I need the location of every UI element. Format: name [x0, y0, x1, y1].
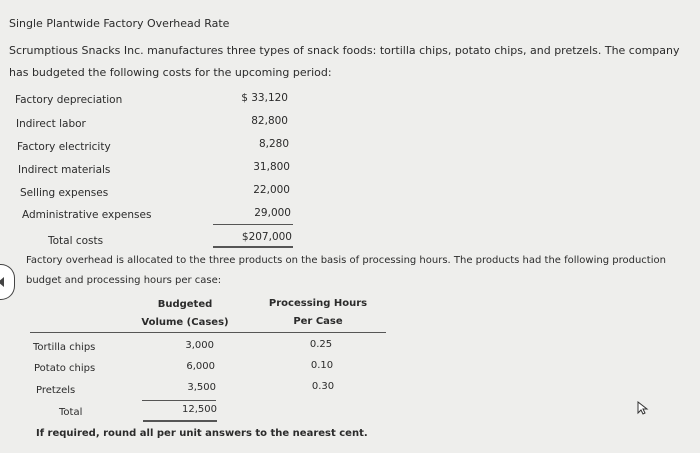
cost-value-selling-expenses: 22,000 [253, 184, 290, 196]
page-title: Single Plantwide Factory Overhead Rate [9, 17, 230, 30]
cost-value-factory-electricity: 8,280 [258, 138, 289, 150]
volume-tortilla-chips: 3,000 [185, 340, 214, 351]
total-double-rule [213, 246, 293, 248]
volume-subtotal-rule [142, 400, 216, 401]
total-volume-label: Total [59, 407, 83, 418]
hours-header-line1: Processing Hours [268, 298, 368, 309]
cost-label-indirect-labor: Indirect labor [16, 118, 86, 130]
cost-label-factory-electricity: Factory electricity [17, 141, 111, 153]
table-header-rule [30, 332, 386, 333]
allocation-text: Factory overhead is allocated to the three products on the basis of processing hours. The products had the following production budget and processing hours per case: [26, 255, 666, 286]
cost-label-factory-depreciation: Factory depreciation [15, 94, 123, 106]
hours-tortilla-chips: 0.25 [309, 339, 333, 350]
rounding-note: If required, round all per unit answers to the nearest cent. [36, 428, 368, 439]
hours-header-line2: Per Case [293, 316, 343, 327]
hours-potato-chips: 0.10 [310, 360, 334, 371]
total-volume-value: 12,500 [182, 404, 217, 415]
product-label-pretzels: Pretzels [36, 385, 76, 396]
cost-label-selling-expenses: Selling expenses [20, 187, 109, 199]
cost-value-factory-depreciation: $ 33,120 [241, 92, 288, 104]
product-label-tortilla-chips: Tortilla chips [33, 342, 96, 353]
cost-value-indirect-labor: 82,800 [251, 115, 288, 127]
cost-value-administrative-expenses: 29,000 [254, 207, 291, 219]
subtotal-rule [213, 224, 293, 225]
cost-label-administrative-expenses: Administrative expenses [22, 209, 152, 221]
product-label-potato-chips: Potato chips [34, 363, 96, 374]
hours-pretzels: 0.30 [311, 381, 335, 392]
volume-total-double-rule [143, 420, 217, 422]
cost-value-indirect-materials: 31,800 [253, 161, 290, 173]
total-costs-value: $207,000 [241, 231, 292, 243]
total-costs-label: Total costs [48, 235, 104, 247]
chevron-left-icon[interactable] [0, 264, 15, 300]
volume-pretzels: 3,500 [187, 382, 216, 393]
volume-potato-chips: 6,000 [186, 361, 215, 372]
intro-text: Scrumptious Snacks Inc. manufactures three types of snack foods: tortilla chips, potato chips, and pretzels. The company has budgeted the following costs for the upcoming period: [9, 44, 680, 79]
cost-label-indirect-materials: Indirect materials [18, 164, 111, 176]
mouse-pointer-icon [636, 401, 650, 415]
volume-header-line1: Budgeted [157, 299, 213, 310]
volume-header-line2: Volume (Cases) [141, 317, 229, 328]
